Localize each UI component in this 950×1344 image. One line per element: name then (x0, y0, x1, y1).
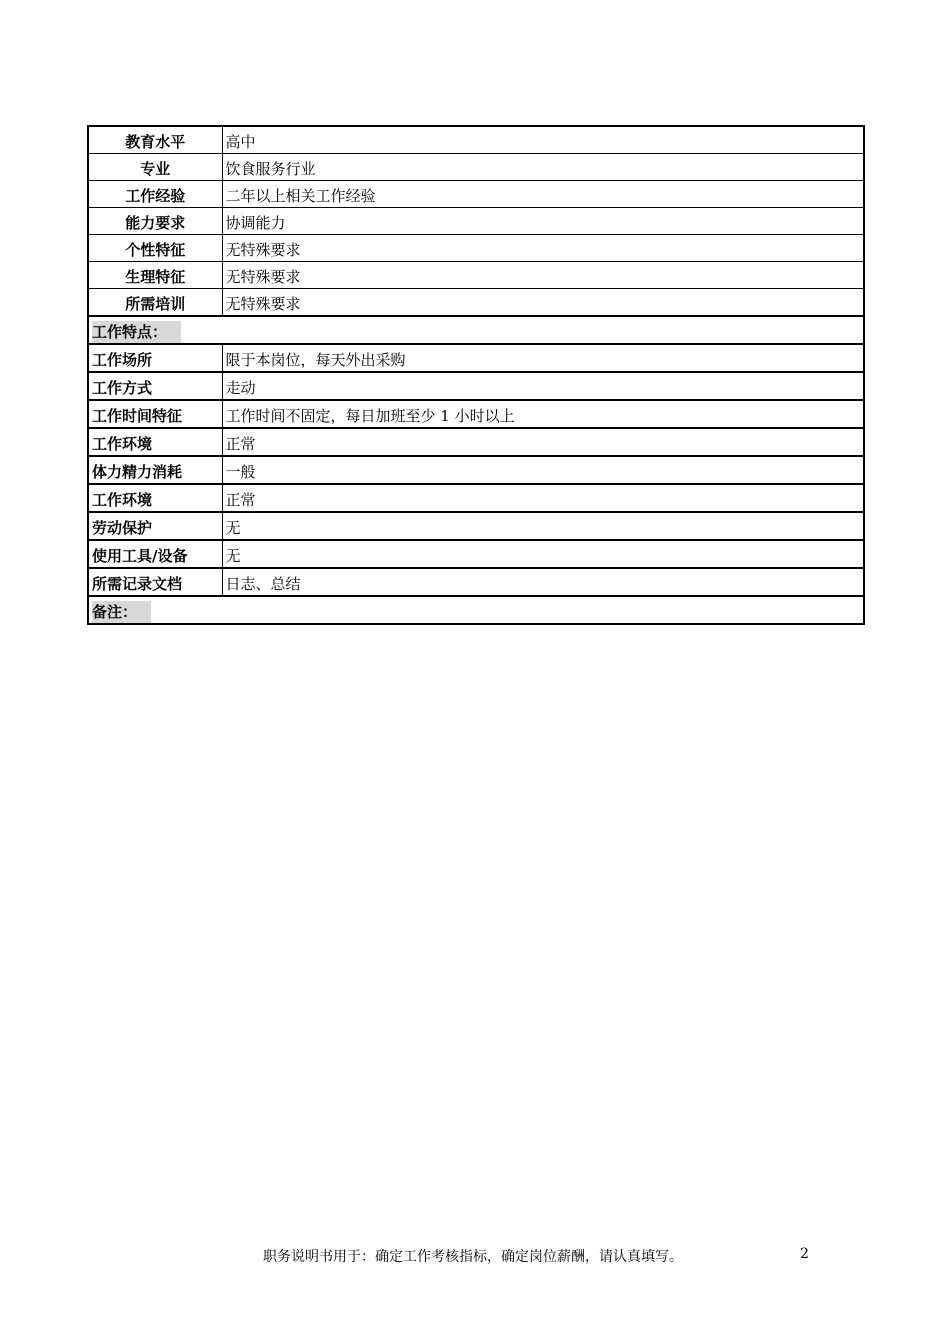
feature-label: 使用工具/设备 (88, 540, 222, 568)
requirement-label: 专业 (88, 154, 222, 181)
feature-label: 劳动保护 (88, 512, 222, 540)
feature-value: 无 (222, 512, 864, 540)
table-row (88, 484, 864, 512)
feature-label: 工作方式 (88, 372, 222, 400)
requirement-label: 工作经验 (88, 181, 222, 208)
requirement-label: 所需培训 (88, 289, 222, 317)
requirement-value: 无特殊要求 (222, 235, 864, 262)
requirement-value: 无特殊要求 (222, 262, 864, 289)
feature-value: 限于本岗位，每天外出采购 (222, 344, 864, 372)
table-row (88, 344, 864, 372)
table-row (88, 262, 864, 289)
table-row (88, 208, 864, 235)
feature-value: 走动 (222, 372, 864, 400)
table-row (88, 456, 864, 484)
feature-label: 工作场所 (88, 344, 222, 372)
table-row (88, 126, 864, 154)
table-row (88, 400, 864, 428)
table-row (88, 428, 864, 456)
feature-value: 日志、总结 (222, 568, 864, 596)
requirement-value: 无特殊要求 (222, 289, 864, 317)
requirement-value: 高中 (222, 126, 864, 154)
remarks-row (88, 596, 864, 624)
section-header-cell (88, 316, 864, 344)
requirement-value: 二年以上相关工作经验 (222, 181, 864, 208)
feature-value: 一般 (222, 456, 864, 484)
requirement-label: 教育水平 (88, 126, 222, 154)
requirement-label: 能力要求 (88, 208, 222, 235)
requirement-value: 协调能力 (222, 208, 864, 235)
footer-note: 职务说明书用于：确定工作考核指标，确定岗位薪酬，请认真填写。 (263, 1249, 683, 1265)
table-row (88, 540, 864, 568)
feature-label: 工作时间特征 (88, 400, 222, 428)
requirement-value: 饮食服务行业 (222, 154, 864, 181)
requirement-label: 生理特征 (88, 262, 222, 289)
table-row (88, 154, 864, 181)
feature-label: 体力精力消耗 (88, 456, 222, 484)
feature-label: 所需记录文档 (88, 568, 222, 596)
table-row (88, 289, 864, 317)
remarks-title: 备注： (92, 601, 151, 623)
section-header-row (88, 316, 864, 344)
feature-value: 正常 (222, 484, 864, 512)
page-number: 2 (800, 1246, 809, 1262)
feature-value: 工作时间不固定，每日加班至少 1 小时以上 (222, 400, 864, 428)
table-row (88, 512, 864, 540)
feature-label: 工作环境 (88, 484, 222, 512)
job-description-table (87, 125, 865, 625)
feature-value: 正常 (222, 428, 864, 456)
feature-value: 无 (222, 540, 864, 568)
table-row (88, 568, 864, 596)
table-row (88, 181, 864, 208)
requirement-label: 个性特征 (88, 235, 222, 262)
section-title: 工作特点： (92, 321, 181, 343)
table-row (88, 235, 864, 262)
feature-label: 工作环境 (88, 428, 222, 456)
table-row (88, 372, 864, 400)
remarks-cell (88, 596, 864, 624)
